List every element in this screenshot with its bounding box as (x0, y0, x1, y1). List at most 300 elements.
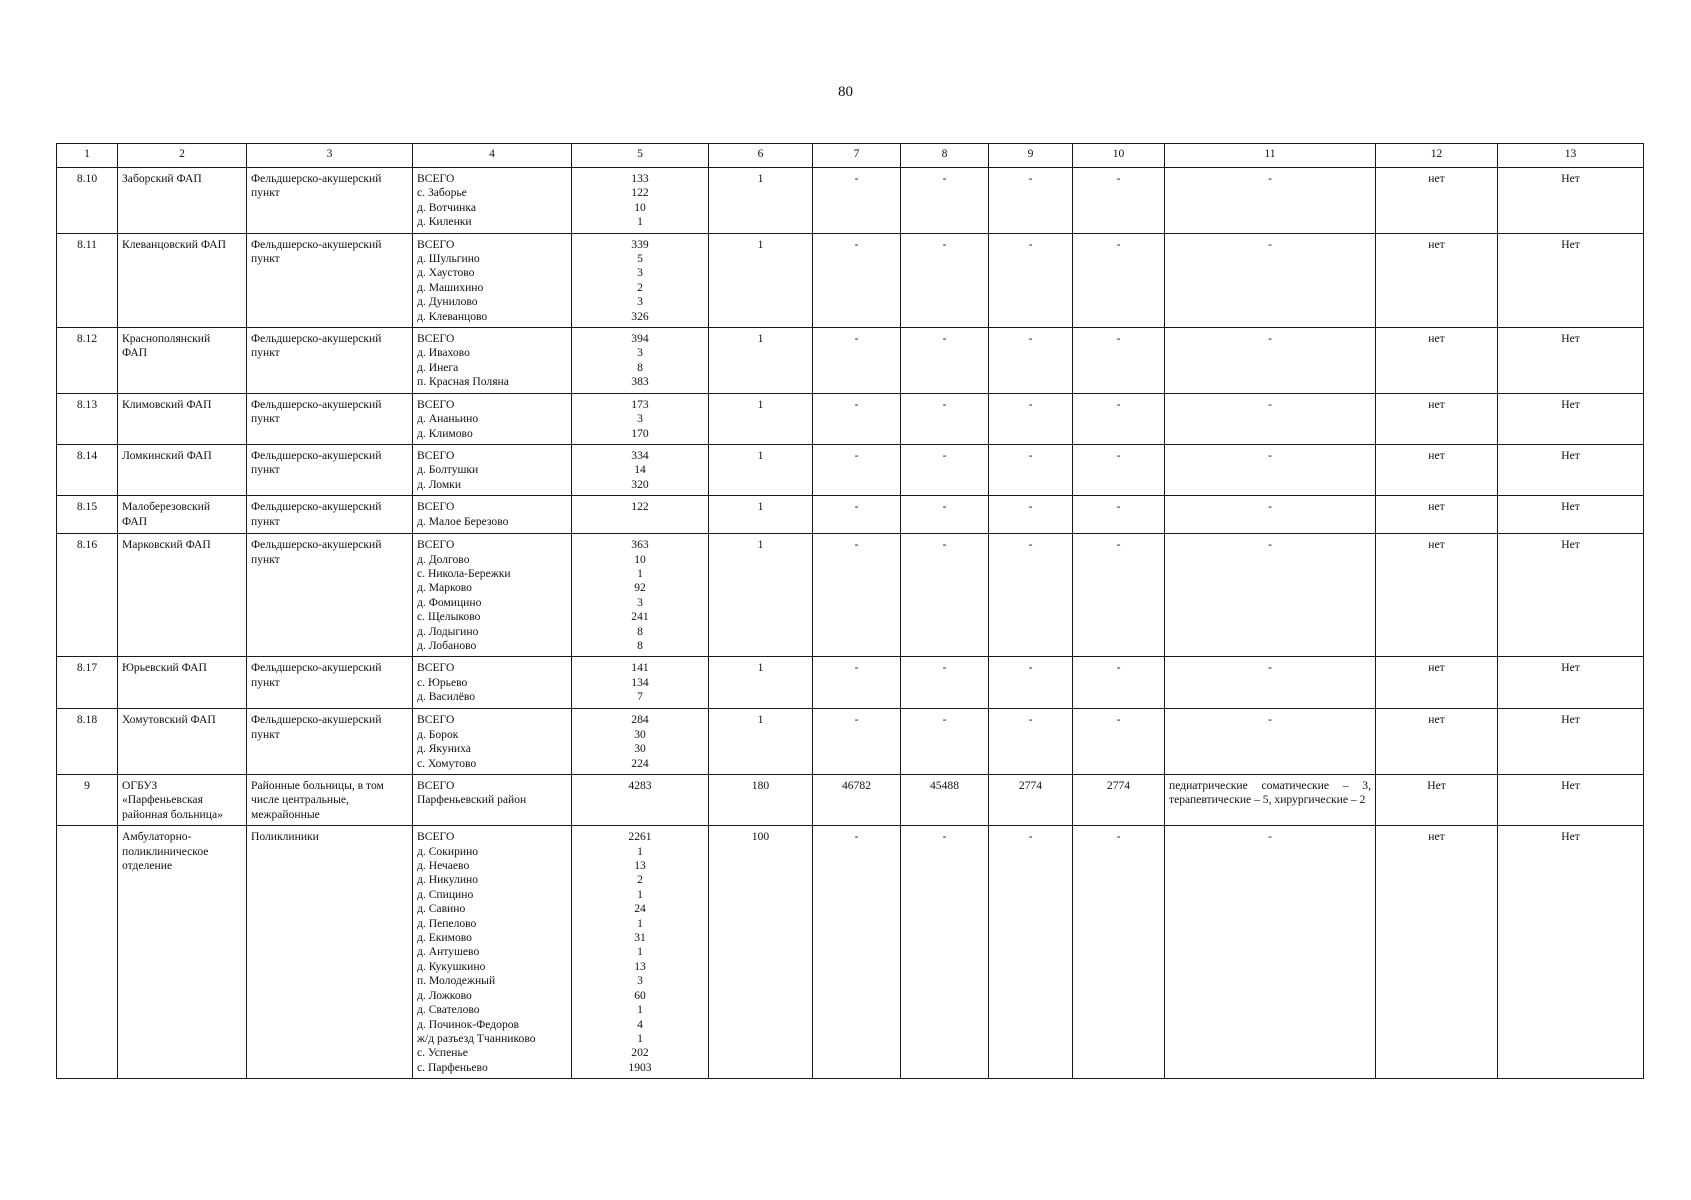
column-13-cell: Нет (1498, 657, 1644, 709)
organization-name-line: Малоберезовский (122, 500, 211, 514)
organization-name-line: ФАП (122, 514, 148, 528)
facility-type-line: Районные больницы, в том (251, 779, 384, 792)
organization-name-line: Марковский ФАП (122, 538, 211, 552)
organization-name-line: отделение (122, 859, 173, 873)
column-8-cell: - (901, 168, 989, 234)
population-value: 326 (631, 309, 649, 323)
facility-type-line: Фельдшерско-акушерский (251, 172, 382, 185)
column-11-cell: - (1165, 496, 1376, 534)
column-9-cell: - (989, 496, 1073, 534)
data-table (56, 143, 1644, 1079)
population-value: 363 (631, 538, 649, 552)
column-11-cell: - (1165, 709, 1376, 775)
organization-name-cell (118, 775, 247, 826)
facility-type-line: пункт (251, 463, 280, 477)
column-10-cell: - (1073, 709, 1165, 775)
organization-name-line: «Парфеньевская (122, 793, 203, 807)
column-header-4: 4 (413, 144, 572, 168)
population-value: 1903 (628, 1060, 652, 1074)
organization-name-cell (118, 328, 247, 394)
organization-name-line: Амбулаторно- (122, 830, 192, 844)
settlement-line: д. Ломки (417, 477, 462, 491)
column-6-cell: 1 (709, 168, 813, 234)
table-row (57, 657, 1644, 709)
settlement-line: с. Парфеньево (417, 1060, 488, 1074)
column-7-cell: 46782 (813, 775, 901, 826)
settlement-line: ВСЕГО (417, 172, 455, 185)
column-9-cell: - (989, 328, 1073, 394)
row-number-cell: 8.17 (57, 657, 118, 709)
settlement-line: п. Красная Поляна (417, 375, 509, 389)
population-value: 7 (637, 690, 643, 704)
population-value: 3 (637, 412, 643, 426)
population-value: 13 (634, 959, 646, 973)
organization-name-cell (118, 393, 247, 444)
column-header-5: 5 (572, 144, 709, 168)
column-header-13: 13 (1498, 144, 1644, 168)
column-6-cell: 1 (709, 534, 813, 657)
organization-name-line: Краснополянский (122, 332, 211, 346)
settlement-line: ВСЕГО (417, 830, 455, 844)
population-value: 3 (637, 974, 643, 988)
table-row (57, 775, 1644, 826)
column-6-cell: 180 (709, 775, 813, 826)
population-cell (572, 709, 709, 775)
settlements-cell (413, 444, 572, 495)
organization-name-cell (118, 826, 247, 1079)
population-value: 122 (631, 500, 649, 514)
settlements-cell (413, 775, 572, 826)
column-6-cell: 1 (709, 393, 813, 444)
settlement-line: с. Хомутово (417, 756, 477, 770)
organization-name-line: районная больница» (122, 807, 223, 821)
column-10-cell: - (1073, 657, 1165, 709)
facility-type-cell (247, 826, 413, 1079)
row-number-cell: 8.14 (57, 444, 118, 495)
organization-name-cell (118, 496, 247, 534)
settlement-line: д. Якуниха (417, 742, 471, 756)
facility-type-line: Фельдшерско-акушерский (251, 713, 382, 727)
organization-name-cell (118, 444, 247, 495)
column-8-cell: - (901, 709, 989, 775)
column-10-cell: - (1073, 328, 1165, 394)
population-value: 8 (637, 638, 643, 652)
column-9-cell: - (989, 168, 1073, 234)
population-cell (572, 775, 709, 826)
settlement-line: д. Пепелово (417, 916, 477, 930)
column-6-cell: 1 (709, 657, 813, 709)
column-12-cell: Нет (1376, 775, 1498, 826)
population-cell (572, 657, 709, 709)
column-7-cell: - (813, 444, 901, 495)
organization-name-line: Ломкинский ФАП (122, 448, 212, 462)
organization-name-line: поликлиническое (122, 844, 209, 858)
settlement-line: д. Машихино (417, 280, 484, 294)
population-value: 3 (637, 295, 643, 309)
settlement-line: д. Борок (417, 727, 459, 741)
column-12-cell: нет (1376, 534, 1498, 657)
settlement-line: д. Починок-Федоров (417, 1017, 520, 1031)
settlement-line: д. Киленки (417, 215, 472, 229)
population-value: 334 (631, 448, 649, 462)
column-10-cell: - (1073, 496, 1165, 534)
settlements-cell (413, 168, 572, 234)
column-13-cell: Нет (1498, 496, 1644, 534)
settlement-line: ВСЕГО (417, 237, 455, 251)
row-number-cell: 8.10 (57, 168, 118, 234)
column-9-cell: - (989, 233, 1073, 327)
population-value: 284 (631, 713, 649, 727)
settlement-line: д. Антушево (417, 945, 480, 959)
settlement-line: д. Спицино (417, 887, 474, 901)
column-6-cell: 1 (709, 233, 813, 327)
column-8-cell: - (901, 444, 989, 495)
settlement-line: ВСЕГО (417, 448, 455, 462)
settlement-line: ВСЕГО (417, 661, 455, 675)
population-value: 5 (637, 252, 643, 266)
facility-type-line: числе центральные, (251, 793, 349, 807)
population-cell (572, 444, 709, 495)
settlement-line: с. Заборье (417, 186, 467, 200)
settlements-cell (413, 328, 572, 394)
column-9-cell: - (989, 826, 1073, 1079)
facility-type-cell (247, 657, 413, 709)
column-8-cell: - (901, 328, 989, 394)
population-value: 141 (631, 661, 649, 675)
organization-name-line: Хомутовский ФАП (122, 713, 216, 727)
population-cell (572, 168, 709, 234)
column-13-cell: Нет (1498, 328, 1644, 394)
column-9-cell: - (989, 657, 1073, 709)
row-number-cell: 8.15 (57, 496, 118, 534)
table-row (57, 393, 1644, 444)
population-value: 60 (634, 988, 646, 1002)
settlements-cell (413, 496, 572, 534)
facility-type-line: Фельдшерско-акушерский (251, 237, 382, 251)
facility-type-cell (247, 775, 413, 826)
organization-name-cell (118, 657, 247, 709)
column-12-cell: нет (1376, 826, 1498, 1079)
population-value: 173 (631, 397, 649, 411)
column-header-row (57, 144, 1644, 168)
population-value: 320 (631, 477, 649, 491)
column-11-cell: - (1165, 534, 1376, 657)
table-row (57, 496, 1644, 534)
settlement-line: Парфеньевский район (417, 793, 527, 807)
organization-name-line: Клеванцовский ФАП (122, 237, 227, 251)
column-13-cell: Нет (1498, 233, 1644, 327)
column-7-cell: - (813, 168, 901, 234)
column-7-cell: - (813, 534, 901, 657)
facility-type-cell (247, 168, 413, 234)
settlement-line: д. Никулино (417, 873, 479, 887)
population-value: 24 (634, 902, 646, 916)
column-11-cell: - (1165, 444, 1376, 495)
population-value: 133 (631, 172, 649, 185)
column-header-8: 8 (901, 144, 989, 168)
column-header-2: 2 (118, 144, 247, 168)
facility-type-cell (247, 444, 413, 495)
facility-type-cell (247, 233, 413, 327)
row-number-cell (57, 826, 118, 1079)
population-value: 30 (634, 727, 646, 741)
column-10-cell: - (1073, 826, 1165, 1079)
column-8-cell: - (901, 826, 989, 1079)
population-value: 8 (637, 624, 643, 638)
organization-name-cell (118, 534, 247, 657)
facility-type-line: пункт (251, 346, 280, 360)
column-11-cell: - (1165, 328, 1376, 394)
settlement-line: д. Свателово (417, 1003, 480, 1017)
facility-type-cell (247, 534, 413, 657)
settlement-line: д. Савино (417, 902, 466, 916)
population-value: 1 (637, 1031, 643, 1045)
settlement-line: д. Василёво (417, 690, 476, 704)
column-13-cell: Нет (1498, 393, 1644, 444)
column-6-cell: 1 (709, 709, 813, 775)
column-12-cell: нет (1376, 657, 1498, 709)
facility-type-line: межрайонные (251, 807, 320, 821)
population-value: 2261 (628, 830, 652, 844)
column-header-3: 3 (247, 144, 413, 168)
facility-type-line: пункт (251, 412, 280, 426)
settlement-line: д. Инега (417, 360, 459, 374)
column-12-cell: нет (1376, 393, 1498, 444)
facility-type-line: Фельдшерско-акушерский (251, 500, 382, 514)
settlement-line: д. Клеванцово (417, 309, 488, 323)
settlements-cell (413, 233, 572, 327)
organization-name-line: Климовский ФАП (122, 397, 212, 411)
population-value: 4 (637, 1017, 643, 1031)
column-11-cell: - (1165, 233, 1376, 327)
column-7-cell: - (813, 496, 901, 534)
population-value: 339 (631, 237, 649, 251)
facility-type-line: Фельдшерско-акушерский (251, 332, 382, 346)
page-number: 80 (838, 84, 853, 100)
facility-type-line: Фельдшерско-акушерский (251, 397, 382, 411)
column-12-cell: нет (1376, 709, 1498, 775)
column-10-cell: - (1073, 393, 1165, 444)
row-number-cell: 8.16 (57, 534, 118, 657)
row-number-cell: 8.12 (57, 328, 118, 394)
settlement-line: с. Юрьево (417, 675, 468, 689)
column-8-cell: - (901, 393, 989, 444)
population-value: 1 (637, 916, 643, 930)
settlement-line: д. Ананьино (417, 412, 479, 426)
column-11-cell: - (1165, 657, 1376, 709)
column-header-11: 11 (1165, 144, 1376, 168)
column-8-cell: - (901, 657, 989, 709)
column-header-7: 7 (813, 144, 901, 168)
row-number-cell: 8.11 (57, 233, 118, 327)
settlement-line: ВСЕГО (417, 538, 455, 552)
settlement-line: д. Ложково (417, 988, 472, 1002)
settlement-line: д. Шульгино (417, 252, 480, 266)
column-13-cell: Нет (1498, 444, 1644, 495)
column-11-cell: - (1165, 393, 1376, 444)
population-value: 383 (631, 375, 649, 389)
table-row (57, 534, 1644, 657)
population-value: 224 (631, 756, 649, 770)
column-8-cell: - (901, 233, 989, 327)
population-value: 170 (631, 426, 649, 440)
settlement-line: д. Фомицино (417, 595, 482, 609)
column-13-cell: Нет (1498, 826, 1644, 1079)
settlement-line: д. Вотчинка (417, 200, 476, 214)
facility-type-line: пункт (251, 514, 280, 528)
population-value: 10 (634, 200, 646, 214)
table-row (57, 233, 1644, 327)
column-8-cell: - (901, 496, 989, 534)
column-11-cell: - (1165, 168, 1376, 234)
row-number-cell: 8.13 (57, 393, 118, 444)
settlement-line: ВСЕГО (417, 397, 455, 411)
settlement-line: с. Щелыково (417, 610, 481, 624)
column-13-cell: Нет (1498, 534, 1644, 657)
population-value: 1 (637, 945, 643, 959)
column-10-cell: - (1073, 444, 1165, 495)
row-number-cell: 8.18 (57, 709, 118, 775)
population-value: 3 (637, 266, 643, 280)
facility-type-cell (247, 496, 413, 534)
settlements-cell (413, 393, 572, 444)
settlement-line: д. Лобаново (417, 638, 477, 652)
organization-name-line: Юрьевский ФАП (122, 661, 207, 675)
population-cell (572, 534, 709, 657)
facility-type-line: пункт (251, 675, 280, 689)
table-row (57, 709, 1644, 775)
column-9-cell: - (989, 444, 1073, 495)
facility-type-cell (247, 709, 413, 775)
column-11-cell: - (1165, 826, 1376, 1079)
row-number-cell: 9 (57, 775, 118, 826)
settlement-line: ВСЕГО (417, 332, 455, 346)
settlement-line: д. Ивахово (417, 346, 470, 360)
column-7-cell: - (813, 657, 901, 709)
settlement-line: д. Долгово (417, 552, 470, 566)
population-value: 13 (634, 859, 646, 873)
population-value: 14 (634, 463, 646, 477)
population-value: 1 (637, 844, 643, 858)
settlement-line: ВСЕГО (417, 779, 455, 792)
population-cell (572, 393, 709, 444)
column-6-cell: 1 (709, 328, 813, 394)
column-12-cell: нет (1376, 168, 1498, 234)
facility-type-line: Фельдшерско-акушерский (251, 448, 382, 462)
settlement-line: д. Нечаево (417, 859, 470, 873)
facility-type-line: пункт (251, 727, 280, 741)
table-row (57, 168, 1644, 234)
column-7-cell: - (813, 709, 901, 775)
population-value: 31 (634, 931, 646, 945)
settlement-line: д. Сокирино (417, 844, 479, 858)
column-10-cell: - (1073, 168, 1165, 234)
column-9-cell: - (989, 393, 1073, 444)
settlements-cell (413, 826, 572, 1079)
column-10-cell: - (1073, 534, 1165, 657)
population-value: 1 (637, 887, 643, 901)
settlement-line: д. Хаустово (417, 266, 475, 280)
population-value: 92 (634, 581, 646, 595)
column-7-cell: - (813, 233, 901, 327)
column-header-6: 6 (709, 144, 813, 168)
settlement-line: д. Кукушкино (417, 959, 486, 973)
column-12-cell: нет (1376, 233, 1498, 327)
settlement-line: ж/д разъезд Тчанниково (417, 1031, 536, 1045)
population-value: 4283 (628, 779, 652, 792)
organization-name-line: ФАП (122, 346, 148, 360)
settlement-line: д. Климово (417, 426, 473, 440)
facility-type-cell (247, 328, 413, 394)
population-value: 30 (634, 742, 646, 756)
column-6-cell: 1 (709, 444, 813, 495)
population-cell (572, 826, 709, 1079)
facility-type-line: пункт (251, 186, 280, 200)
column-12-cell: нет (1376, 328, 1498, 394)
column-10-cell: 2774 (1073, 775, 1165, 826)
population-value: 1 (637, 215, 643, 229)
population-value: 8 (637, 360, 643, 374)
facility-type-line: Поликлиники (251, 830, 319, 844)
column-6-cell: 100 (709, 826, 813, 1079)
facility-type-line: пункт (251, 552, 280, 566)
column-9-cell: - (989, 709, 1073, 775)
population-cell (572, 233, 709, 327)
facility-type-line: пункт (251, 252, 280, 266)
population-value: 10 (634, 552, 646, 566)
settlement-line: с. Никола-Бережки (417, 566, 511, 580)
column-8-cell: 45488 (901, 775, 989, 826)
column-8-cell: - (901, 534, 989, 657)
settlement-line: д. Дунилово (417, 295, 478, 309)
column-7-cell: - (813, 826, 901, 1079)
settlement-line: д. Малое Березово (417, 514, 509, 528)
organization-name-cell (118, 168, 247, 234)
population-cell (572, 496, 709, 534)
population-value: 1 (637, 1003, 643, 1017)
column-header-12: 12 (1376, 144, 1498, 168)
column-7-cell: - (813, 393, 901, 444)
table-row (57, 826, 1644, 1079)
population-value: 202 (631, 1046, 649, 1060)
population-value: 394 (631, 332, 649, 346)
population-value: 241 (631, 610, 649, 624)
population-value: 2 (637, 280, 643, 294)
column-9-cell: 2774 (989, 775, 1073, 826)
column-7-cell: - (813, 328, 901, 394)
population-value: 3 (637, 346, 643, 360)
organization-name-line: Заборский ФАП (122, 172, 202, 185)
column-header-1: 1 (57, 144, 118, 168)
settlement-line: ВСЕГО (417, 713, 455, 727)
settlements-cell (413, 657, 572, 709)
settlement-line: д. Лодыгино (417, 624, 479, 638)
settlement-line: п. Молодежный (417, 974, 496, 988)
column-11-cell: педиатрические соматические – 3, терапевтические – 5, хирургические – 2 (1165, 775, 1376, 826)
settlements-cell (413, 534, 572, 657)
settlements-cell (413, 709, 572, 775)
population-value: 134 (631, 675, 649, 689)
column-13-cell: Нет (1498, 168, 1644, 234)
table-row (57, 328, 1644, 394)
population-value: 122 (631, 186, 649, 200)
column-header-9: 9 (989, 144, 1073, 168)
column-6-cell: 1 (709, 496, 813, 534)
facility-type-line: Фельдшерско-акушерский (251, 661, 382, 675)
table-row (57, 444, 1644, 495)
population-cell (572, 328, 709, 394)
settlement-line: ВСЕГО (417, 500, 455, 514)
